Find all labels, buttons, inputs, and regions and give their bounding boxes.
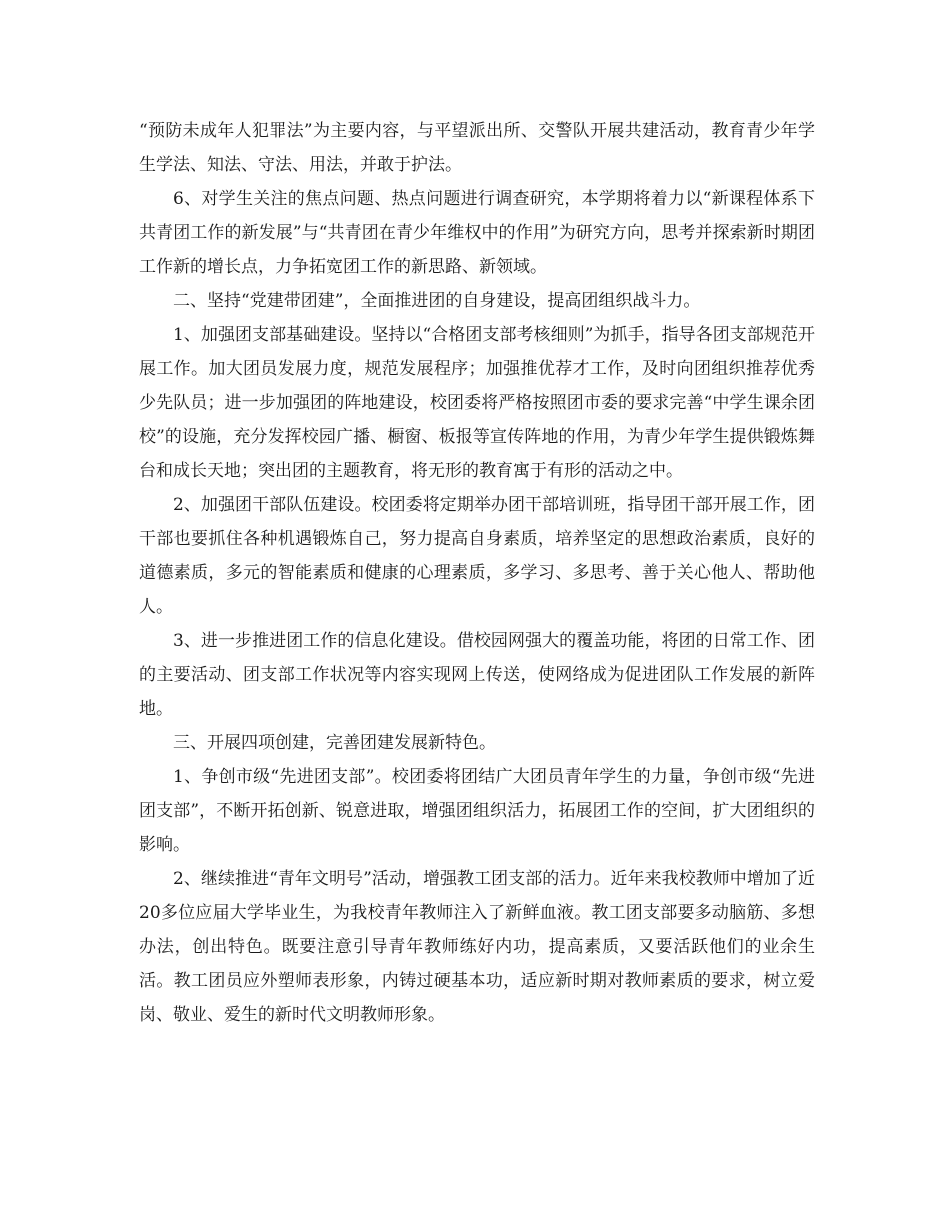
paragraph-5: 3、进一步推进团工作的信息化建设。借校园网强大的覆盖功能，将团的日常工作、团的主要活动、团支部工作状况等内容实现网上传送，使网络成为促进团队工作发展的新阵地。 xyxy=(139,631,815,719)
paragraph-7: 2、继续推进“青年文明号”活动，增强教工团支部的活力。近年来我校教师中增加了近20多位应届大学毕业生，为我校青年教师注入了新鲜血液。教工团支部要多动脑筋、多想办法，创出特色。既要注意引导青年教师练好内功，提高素质，又要活跃他们的业余生活。教工团员应外塑师表形象，内铸过硬基本功，适应新时期对教师素质的要求，树立爱岗、敬业、爱生的新时代文明教师形象。 xyxy=(139,869,815,1025)
section-heading-2: 二、坚持“党建带团建”，全面推进团的自身建设，提高团组织战斗力。 xyxy=(173,291,701,311)
paragraph-4: 2、加强团干部队伍建设。校团委将定期举办团干部培训班，指导团干部开展工作，团干部也要抓住各种机遇锻炼自己，努力提高自身素质，培养坚定的思想政治素质，良好的道德素质，多元的智能素质和健康的心理素质，多学习、多思考、善于关心他人、帮助他人。 xyxy=(139,495,815,617)
paragraph-1: “预防未成年人犯罪法”为主要内容，与平望派出所、交警队开展共建活动，教育青少年学生学法、知法、守法、用法，并敢于护法。 xyxy=(139,121,815,175)
document-body xyxy=(139,114,815,1032)
paragraph-6: 1、争创市级“先进团支部”。校团委将团结广大团员青年学生的力量，争创市级“先进团支部”，不断开拓创新、锐意进取，增强团组织活力，拓展团工作的空间，扩大团组织的影响。 xyxy=(139,767,815,855)
paragraph-2: 6、对学生关注的焦点问题、热点问题进行调查研究，本学期将着力以“新课程体系下共青团工作的新发展”与“共青团在青少年维权中的作用”为研究方向，思考并探索新时期团工作新的增长点，力争拓宽团工作的新思路、新领域。 xyxy=(139,189,815,277)
paragraph-3: 1、加强团支部基础建设。坚持以“合格团支部考核细则”为抓手，指导各团支部规范开展工作。加大团员发展力度，规范发展程序；加强推优荐才工作，及时向团组织推荐优秀少先队员；进一步加强团的阵地建设，校团委将严格按照团市委的要求完善“中学生课余团校”的设施，充分发挥校园广播、橱窗、板报等宣传阵地的作用，为青少年学生提供锻炼舞台和成长天地；突出团的主题教育，将无形的教育寓于有形的活动之中。 xyxy=(139,325,815,481)
section-heading-3: 三、开展四项创建，完善团建发展新特色。 xyxy=(173,733,496,753)
